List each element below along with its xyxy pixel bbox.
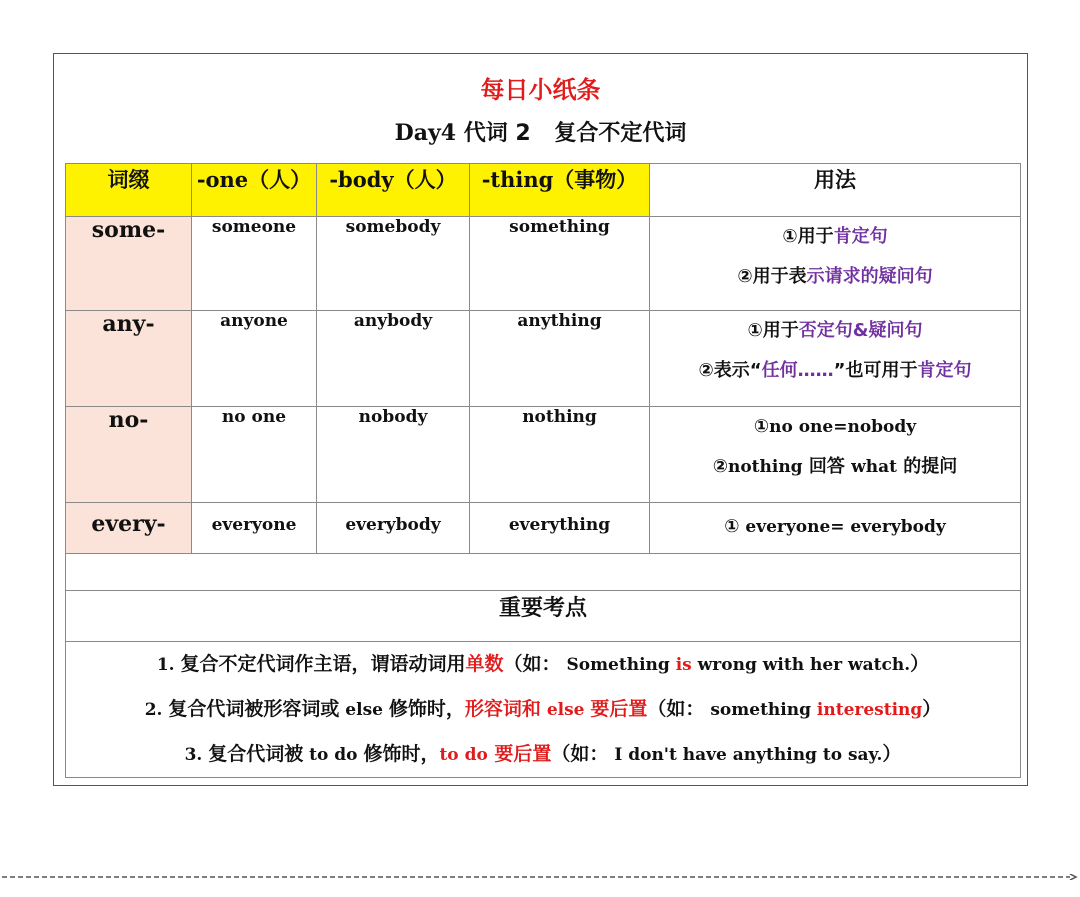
usage-line: ①用于肯定句	[782, 226, 888, 247]
table-row	[66, 311, 1021, 407]
key-points-heading-row	[66, 591, 1021, 642]
note-card	[53, 53, 1028, 786]
arrow-head-icon	[1070, 874, 1076, 880]
body-cell: anybody	[317, 311, 470, 407]
usage-cell	[650, 503, 1021, 554]
usage-cell	[650, 407, 1021, 503]
subtitle-topic: 代词 2	[463, 121, 531, 146]
prefix-cell: every-	[66, 503, 192, 554]
key-points-row	[66, 642, 1021, 778]
usage-cell	[650, 217, 1021, 311]
header-thing: -thing（事物）	[470, 164, 650, 217]
key-point-line: 2. 复合代词被形容词或 else 修饰时，形容词和 else 要后置（如： something interesting）	[144, 698, 942, 720]
usage-line: ②nothing 回答 what 的提问	[712, 456, 958, 477]
thing-cell: everything	[470, 503, 650, 554]
key-point-line: 1. 复合不定代词作主语，谓语动词用单数（如： Something is wrong with her watch.）	[156, 653, 930, 675]
usage-cell	[650, 311, 1021, 407]
dashed-divider	[0, 874, 1080, 880]
one-cell: everyone	[192, 503, 317, 554]
usage-line: ①用于否定句&疑问句	[747, 320, 923, 341]
thing-cell: something	[470, 217, 650, 311]
one-cell: no one	[192, 407, 317, 503]
body-cell: nobody	[317, 407, 470, 503]
thing-cell: nothing	[470, 407, 650, 503]
subtitle-day: Day4	[394, 120, 457, 146]
page-title: 每日小纸条	[480, 76, 601, 104]
body-cell: somebody	[317, 217, 470, 311]
thing-cell: anything	[470, 311, 650, 407]
prefix-cell: any-	[66, 311, 192, 407]
spacer-row	[66, 554, 1021, 591]
table-row	[66, 503, 1021, 554]
one-cell: anyone	[192, 311, 317, 407]
table-row	[66, 407, 1021, 503]
body-cell: everybody	[317, 503, 470, 554]
one-cell: someone	[192, 217, 317, 311]
page-subtitle	[54, 116, 1027, 147]
header-prefix: 词缀	[66, 164, 192, 217]
usage-line: ① everyone= everybody	[724, 516, 946, 537]
pronoun-table	[65, 163, 1021, 778]
header-one: -one（人）	[192, 164, 317, 217]
table-header-row	[66, 164, 1021, 217]
usage-line: ②用于表示请求的疑问句	[737, 266, 933, 287]
usage-line: ①no one=nobody	[753, 416, 917, 437]
key-points-heading: 重要考点	[66, 591, 1021, 642]
table-row	[66, 217, 1021, 311]
key-point-line: 3. 复合代词被 to do 修饰时，to do 要后置（如： I don't have anything to say.）	[184, 743, 902, 765]
header-body: -body（人）	[317, 164, 470, 217]
prefix-cell: no-	[66, 407, 192, 503]
subtitle-subtopic: 复合不定代词	[554, 121, 687, 146]
header-usage: 用法	[650, 164, 1021, 217]
prefix-cell: some-	[66, 217, 192, 311]
usage-line: ②表示“任何……”也可用于肯定句	[698, 360, 972, 381]
